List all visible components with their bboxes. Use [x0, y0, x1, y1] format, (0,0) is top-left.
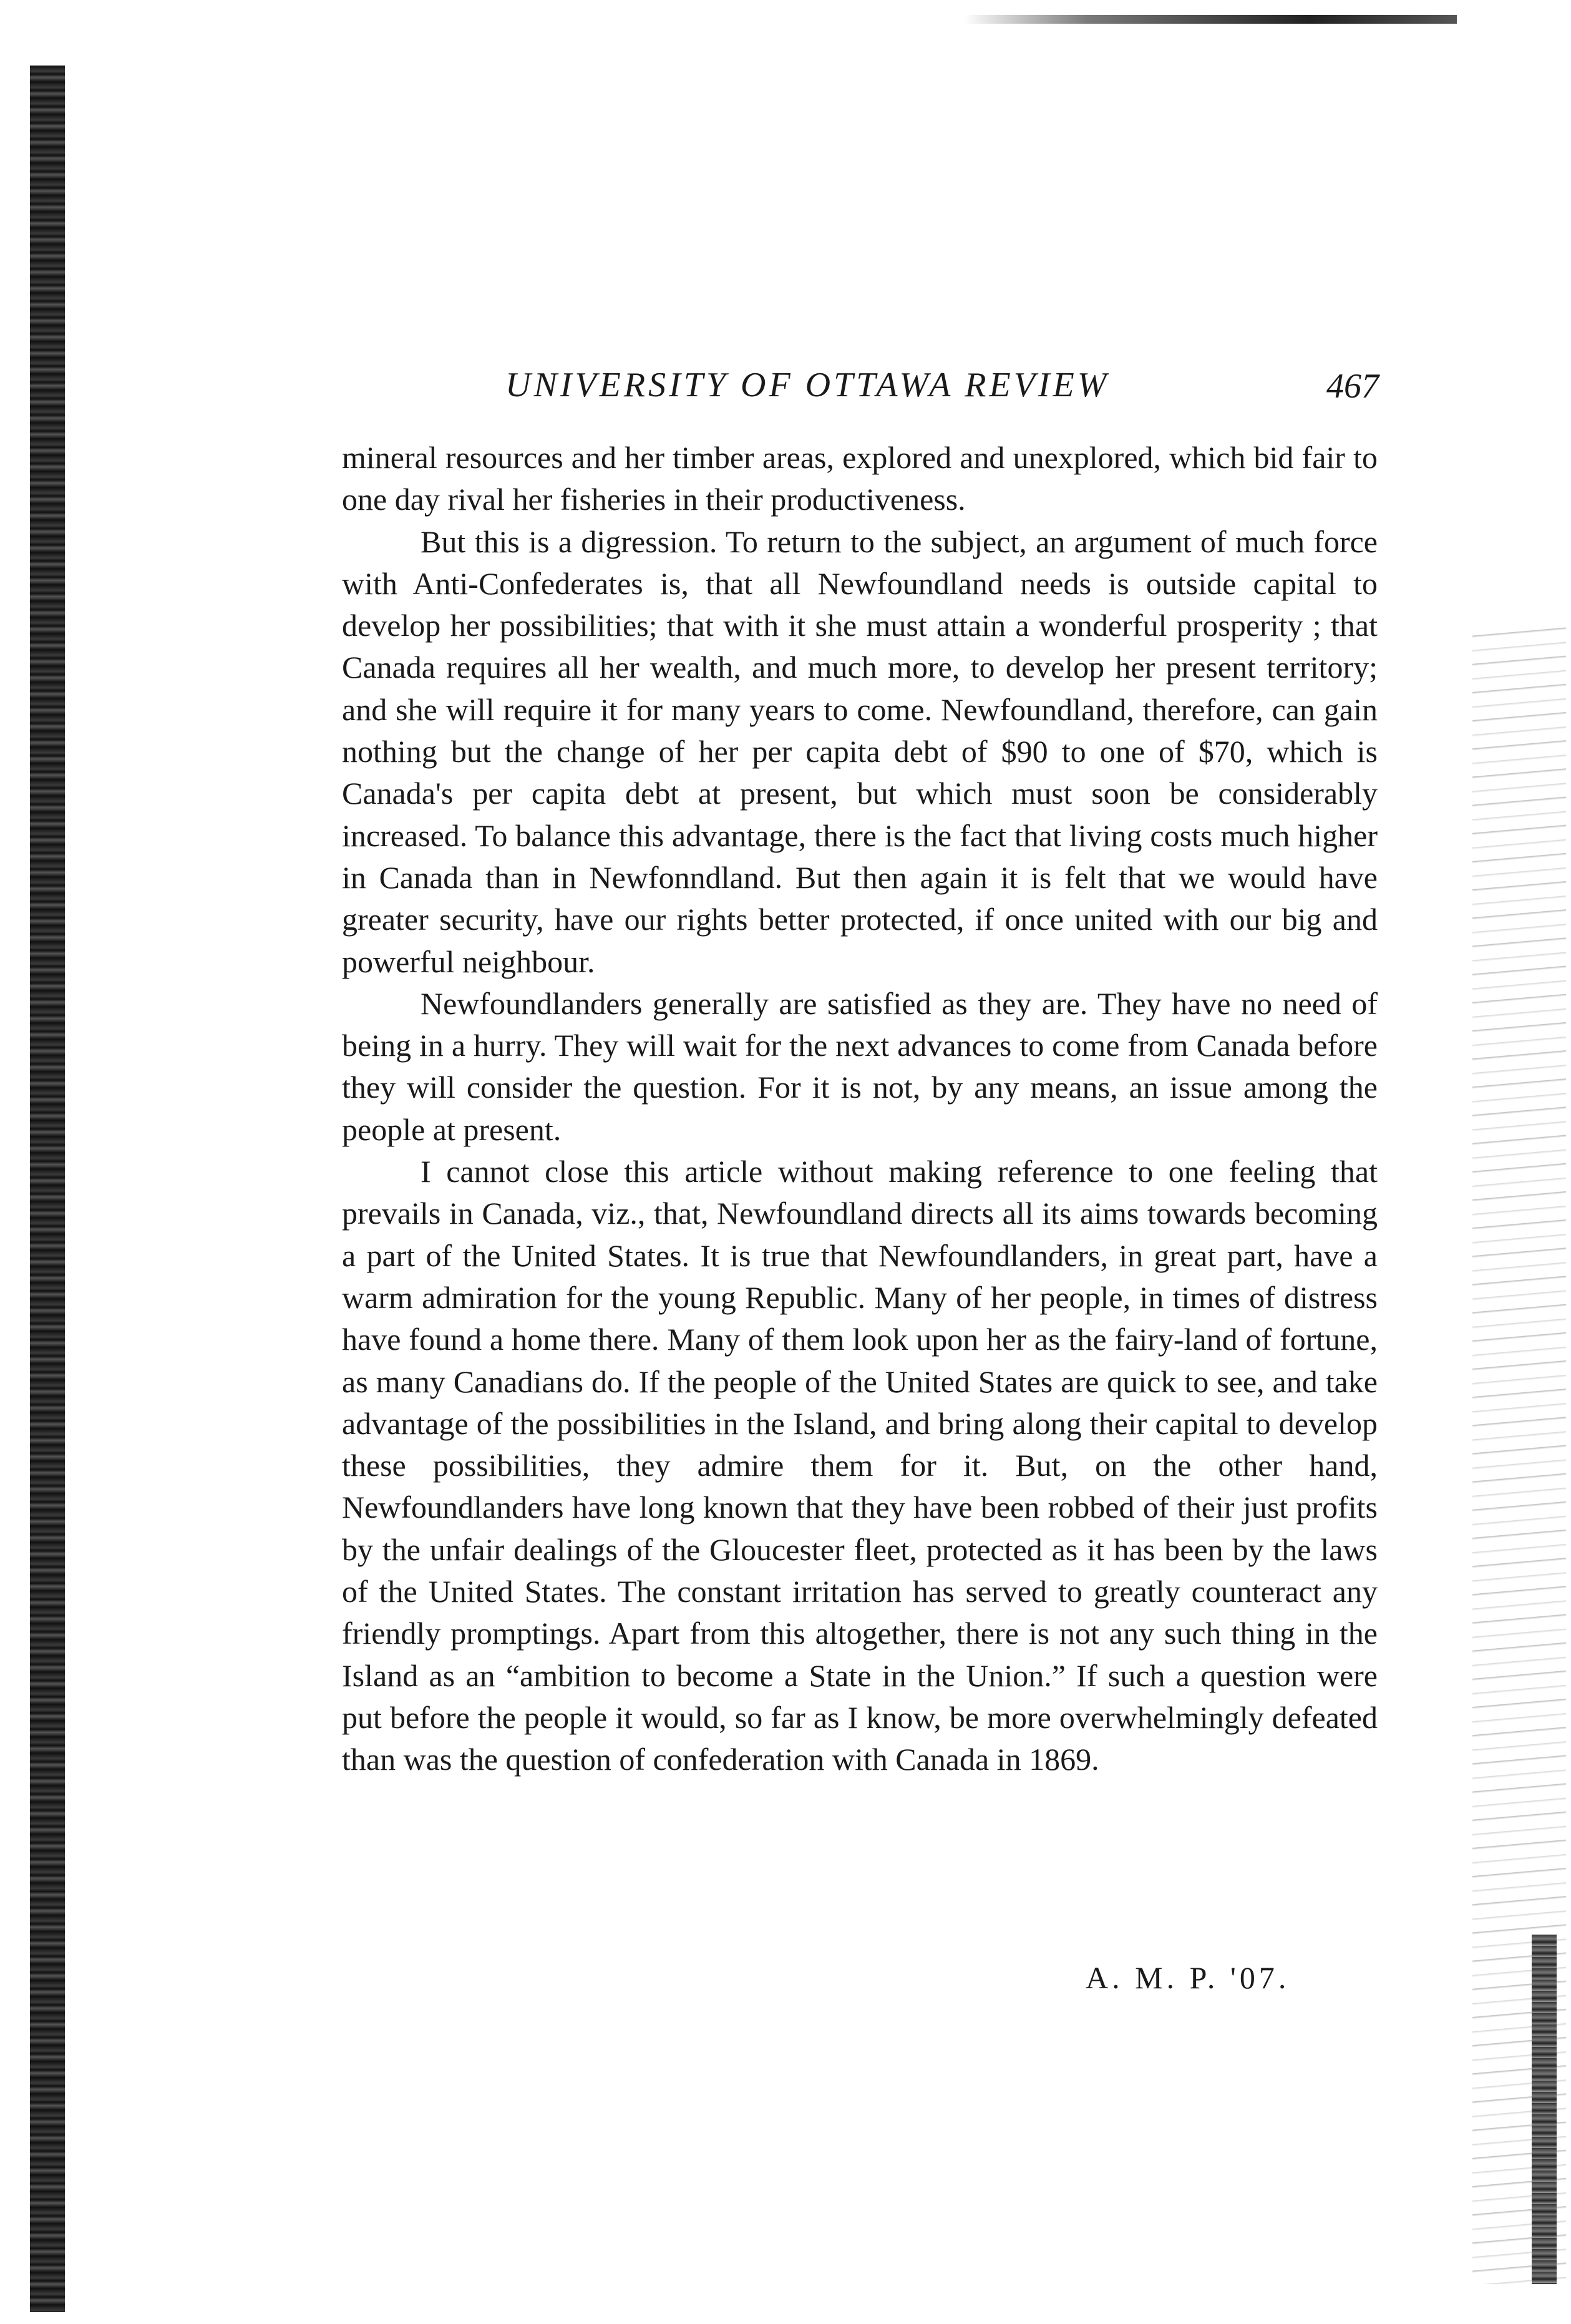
page-number: 467 — [1326, 367, 1379, 406]
author-signature: A. M. P. '07. — [1086, 1960, 1290, 1995]
paragraph: But this is a digression. To return to the subject, an argument of much force with Anti-Confederates is, that all Newfoundland needs is outside capital to develop her possibilities; that with it she must attain a wonderful prosperity ; that Canada requires all her wealth, and much more, to develop her present territory; and she will require it for many years to come. Newfoundland, therefore, can gain nothing but the change of her per capita debt of $90 to one of $70, which is Canada's per capita debt at present, but which must soon be considerably increased. To balance this advantage, there is the fact that living costs much higher in Canada than in Newfonndland. But then again it is felt that we would have greater security, have our rights better protected, if once united with our big and powerful neighbour. — [342, 524, 1378, 979]
paragraph: mineral resources and her timber areas, explored and unexplored, which bid fair to one day rival her fisheries in their productiveness. — [342, 440, 1378, 517]
scan-binding-edge — [30, 66, 65, 2312]
running-title: UNIVERSITY OF OTTAWA REVIEW — [505, 366, 1110, 404]
paragraph: Newfoundlanders generally are satisfied as they are. They have no need of being in a hurry. They will wait for the next advances to come from Canada before they will consider the question. For it is not, by any means, an issue among the people at present. — [342, 985, 1378, 1147]
scan-top-rule — [964, 15, 1457, 24]
article-body — [342, 437, 1378, 1781]
running-head — [499, 365, 1379, 415]
paragraph: I cannot close this article without making reference to one feeling that prevails in Canada, viz., that, Newfoundland directs all its aims towards becoming a part of the United States. It is true that Newfoundlanders, in great part, have a warm admiration for the young Republic. Many of her people, in times of distress have found a home there. Many of them look upon her as the fairy-land of fortune, as many Canadians do. If the people of the United States are quick to see, and take advantage of the possibilities in the Island, and bring along their capital to develop these possibilities, they admire them for it. But, on the other hand, Newfoundlanders have long known that they have been robbed of their just profits by the unfair dealings of the Gloucester fleet, protected as it has been by the laws of the United States. The constant irritation has served to greatly counteract any friendly promptings. Apart from this altogether, there is not any such thing in the Island as an “ambition to become a State in the Union.” If such a question were put before the people it would, so far as I know, be more overwhelmingly defeated than was the question of confederation with Canada in 1869. — [342, 1154, 1378, 1777]
scan-right-edge — [1532, 1935, 1557, 2284]
